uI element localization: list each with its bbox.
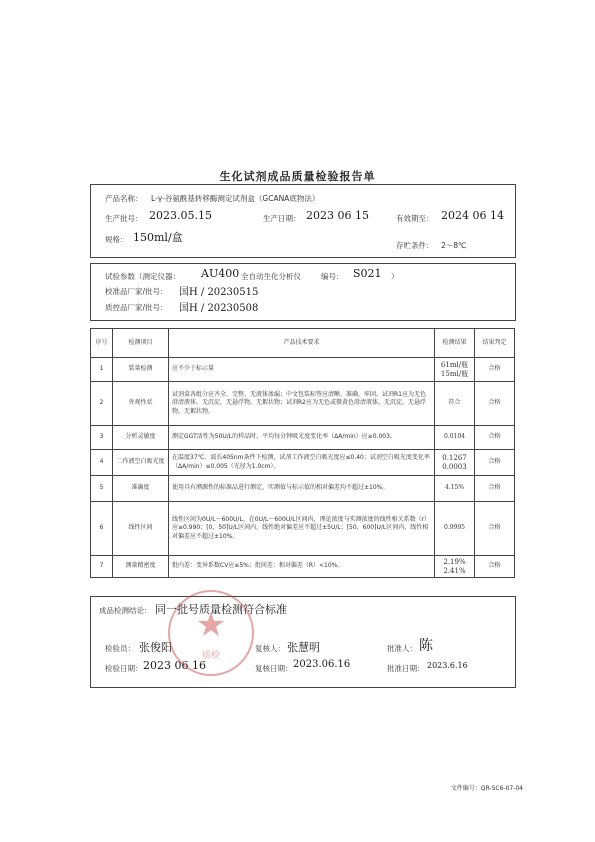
row-requirement: 在温度37℃、波长405nm条件下检测，试剂工作液空白吸光度应≤0.40；试剂空白吸光度变化率（ΔA/min）≤0.005（光径为1.0cm）。 bbox=[169, 450, 435, 476]
reviewer-value: 张慧明 bbox=[287, 641, 320, 654]
document-number bbox=[451, 783, 523, 792]
table-row bbox=[91, 426, 515, 450]
row-item: 分析灵敏度 bbox=[113, 426, 169, 450]
header-no: 序号 bbox=[91, 329, 113, 358]
calibrator-label: 校准品厂家/批号： bbox=[105, 287, 168, 296]
expiry-value: 2024 06 14 bbox=[441, 209, 504, 222]
stamp-star-icon: ★ bbox=[195, 605, 227, 645]
instrument-value: AU400 bbox=[201, 267, 240, 280]
row-no: 1 bbox=[91, 358, 113, 382]
qc-label: 质控品厂家/批号： bbox=[105, 303, 168, 312]
row-verdict: 合格 bbox=[475, 382, 515, 426]
table-header-row bbox=[91, 329, 515, 358]
test-params-box bbox=[90, 263, 516, 321]
conclusion-box bbox=[90, 596, 516, 688]
instrument-number-label: 编号： bbox=[321, 272, 344, 281]
production-date-label: 生产日期： bbox=[263, 214, 301, 223]
storage-value: 2～8℃ bbox=[441, 241, 467, 250]
document-number-value: QR-SC6-07-04 bbox=[480, 785, 523, 792]
row-item: 装量检测 bbox=[113, 358, 169, 382]
test-date-value: 2023 06 16 bbox=[143, 659, 206, 672]
production-date-value: 2023 06 15 bbox=[306, 209, 369, 222]
spec-label: 规格： bbox=[105, 235, 128, 244]
spec-value: 150ml/盒 bbox=[133, 231, 183, 244]
table-row bbox=[91, 476, 515, 502]
product-name-label: 产品名称： bbox=[105, 194, 143, 203]
row-requirement: 使用具有溯源性的标准品进行测定，实测值与标示值的相对偏差均不超过±10%。 bbox=[169, 476, 435, 502]
table-row bbox=[91, 502, 515, 556]
row-no: 2 bbox=[91, 382, 113, 426]
batch-value: 2023.05.15 bbox=[149, 209, 212, 222]
row-verdict: 合格 bbox=[475, 450, 515, 476]
product-name-value: L-γ-谷氨酰基转移酶测定试剂盒（GCANA底物法） bbox=[151, 194, 320, 203]
row-item: 线性区间 bbox=[113, 502, 169, 556]
row-result: 0.9995 bbox=[435, 502, 475, 556]
header-requirement: 产品技术要求 bbox=[169, 329, 435, 358]
header-result: 检测结果 bbox=[435, 329, 475, 358]
row-requirement: 应不少于标示量 bbox=[169, 358, 435, 382]
instrument-number-close: ） bbox=[391, 272, 399, 281]
row-verdict: 合格 bbox=[475, 426, 515, 450]
row-no: 7 bbox=[91, 556, 113, 578]
document-title: 生化试剂成品质量检验报告单 bbox=[219, 170, 376, 183]
row-item: 测量精密度 bbox=[113, 556, 169, 578]
conclusion-label: 成品检测结论： bbox=[99, 606, 152, 615]
row-item: 外观性状 bbox=[113, 382, 169, 426]
row-no: 3 bbox=[91, 426, 113, 450]
tester-label: 检验员： bbox=[105, 644, 135, 653]
approve-date-label: 批准日期： bbox=[387, 664, 425, 673]
row-requirement: 批内差：变异系数CV应≤5%；批间差：相对偏差（R）<10%。 bbox=[169, 556, 435, 578]
instrument-suffix: 全自动生化分析仪 bbox=[241, 272, 301, 281]
header-item: 检测项目 bbox=[113, 329, 169, 358]
row-item: 准确度 bbox=[113, 476, 169, 502]
approver-value: 陈 bbox=[419, 638, 433, 654]
tester-value: 张俊阳 bbox=[139, 641, 172, 654]
expiry-label: 有效期至： bbox=[396, 214, 434, 223]
row-result: 0.0104 bbox=[435, 426, 475, 450]
row-verdict: 合格 bbox=[475, 502, 515, 556]
reviewer-label: 复核人： bbox=[255, 644, 285, 653]
approver-label: 批准人： bbox=[387, 644, 417, 653]
test-date-label: 检验日期： bbox=[105, 664, 143, 673]
row-requirement: 测定GGT活性为50U/L的样品时，平均每分钟吸光度变化率（ΔA/min）应≥0.003。 bbox=[169, 426, 435, 450]
stamp-text: 质检 bbox=[201, 651, 220, 661]
header-verdict: 结果判定 bbox=[475, 329, 515, 358]
row-verdict: 合格 bbox=[475, 358, 515, 382]
row-no: 5 bbox=[91, 476, 113, 502]
row-result: 0.1267 0.0003 bbox=[435, 450, 475, 476]
approve-date-value: 2023.6.16 bbox=[427, 661, 468, 670]
batch-label: 生产批号： bbox=[105, 214, 143, 223]
row-requirement: 线性区间为0U/L～600U/L。在0U/L～600U/L区间内，理论浓度与实测浓度的线性相关系数（r）应≥0.990；[0，50]U/L区间内，线性绝对偏差应不超过±5U/L；[50，600]U/L区间内，线性相对偏差应不超过±10%。 bbox=[169, 502, 435, 556]
table-row bbox=[91, 450, 515, 476]
quality-stamp bbox=[168, 590, 254, 676]
table-row bbox=[91, 382, 515, 426]
row-requirement: 试剂盒各组分应齐全、完整、无液体渗漏；中文包装标签应清晰、准确、牢固。试剂R1应为无色澄清液体，无沉淀，无悬浮物，无絮状物；试剂R2应为无色或微黄色澄清液体，无沉淀，无悬浮物，无絮状物。 bbox=[169, 382, 435, 426]
qc-value: 国H / 20230508 bbox=[179, 303, 259, 314]
row-verdict: 合格 bbox=[475, 556, 515, 578]
calibrator-value: 国H / 20230515 bbox=[179, 287, 259, 298]
row-result: 61ml/瓶 15ml/瓶 bbox=[435, 358, 475, 382]
table-row bbox=[91, 358, 515, 382]
storage-label: 存贮条件： bbox=[396, 241, 434, 250]
review-date-value: 2023.06.16 bbox=[293, 659, 351, 670]
document-number-label: 文件编号： bbox=[450, 785, 481, 792]
inspection-table bbox=[90, 328, 515, 578]
instrument-number-value: S021 bbox=[353, 267, 382, 280]
row-no: 6 bbox=[91, 502, 113, 556]
row-result: 4.15% bbox=[435, 476, 475, 502]
row-verdict: 合格 bbox=[475, 476, 515, 502]
test-params-label: 试验参数（测定仪器： bbox=[105, 272, 180, 281]
row-no: 4 bbox=[91, 450, 113, 476]
table-row bbox=[91, 556, 515, 578]
conclusion-value: 同一批号质量检测符合标准 bbox=[155, 603, 287, 616]
review-date-label: 复核日期： bbox=[255, 664, 293, 673]
row-item: 二作液空白吸光度 bbox=[113, 450, 169, 476]
row-result: 2.19% 2.41% bbox=[435, 556, 475, 578]
product-info-box bbox=[90, 184, 516, 258]
row-result: 符合 bbox=[435, 382, 475, 426]
